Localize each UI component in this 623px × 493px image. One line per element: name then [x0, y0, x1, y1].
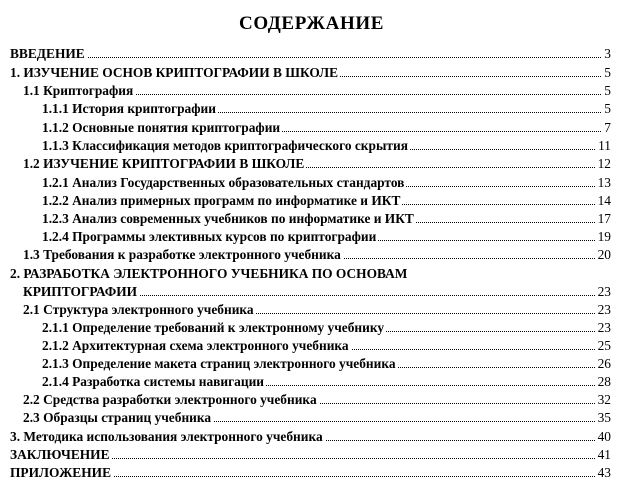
toc-entry-page: 12	[597, 156, 611, 171]
toc-entry-label: 1.1 Криптография	[23, 83, 134, 98]
toc-entry-page: 26	[597, 356, 611, 371]
toc-entry-chapter-1	[0, 64, 623, 82]
toc-entry-label: 3. Методика использования электронного учебника	[10, 429, 323, 444]
toc-entry-page: 13	[597, 175, 611, 190]
toc-entry-page: 23	[597, 320, 611, 335]
toc-entry-label: 1.1.2 Основные понятия криптографии	[42, 120, 281, 135]
toc-entry-2-1-3	[0, 355, 623, 373]
toc-entry-appendix	[0, 464, 623, 482]
toc-entry-label: 2.1 Структура электронного учебника	[23, 302, 254, 317]
toc-entry-1-1-1	[0, 100, 623, 118]
toc-entry-1-2-4	[0, 228, 623, 246]
toc-entry-label: 1.2.4 Программы элективных курсов по криптографии	[42, 229, 377, 244]
dot-leader	[10, 57, 609, 58]
toc-entry-2-3	[0, 409, 623, 427]
toc-entry-1-1-3	[0, 137, 623, 155]
toc-entry-label: 1.2.2 Анализ примерных программ по информатике и ИКТ	[42, 193, 401, 208]
toc-entry-label: 2.1.1 Определение требований к электронному учебнику	[42, 320, 385, 335]
toc-entry-page: 17	[597, 211, 611, 226]
toc-entry-page: 23	[597, 302, 611, 317]
toc-entry-label: КРИПТОГРАФИИ	[23, 284, 138, 299]
toc-entry-page: 20	[597, 247, 611, 262]
toc-entry-label: 1.2.3 Анализ современных учебников по информатике и ИКТ	[42, 211, 414, 226]
toc-entry-page: 5	[604, 101, 611, 116]
toc-entry-page: 35	[597, 410, 611, 425]
toc-entry-label: 2.2 Средства разработки электронного учебника	[23, 392, 317, 407]
toc-entry-1-2-3	[0, 210, 623, 228]
toc-entry-page: 5	[604, 83, 611, 98]
toc-entry-label: 1.1.3 Классификация методов криптографического скрытия	[42, 138, 408, 153]
toc-entry-page: 14	[597, 193, 611, 208]
toc-entry-1-2	[0, 155, 623, 173]
toc-entry-label: 1.1.1 История криптографии	[42, 101, 216, 116]
toc-entry-page: 5	[604, 65, 611, 80]
toc-entry-1-1	[0, 82, 623, 100]
toc-entry-label: 1.3 Требования к разработке электронного учебника	[23, 247, 341, 262]
toc-entry-page: 25	[597, 338, 611, 353]
toc-entry-page: 19	[597, 229, 611, 244]
toc-entry-label: ЗАКЛЮЧЕНИЕ	[10, 447, 110, 462]
toc-entry-1-2-1	[0, 174, 623, 192]
toc-entry-page: 40	[597, 429, 611, 444]
toc-entry-chapter-2	[0, 283, 623, 301]
toc-entry-page: 11	[598, 138, 611, 153]
toc-entry-label: ПРИЛОЖЕНИЕ	[10, 465, 112, 480]
toc-entry-1-2-2	[0, 192, 623, 210]
toc-entry-2-1-4	[0, 373, 623, 391]
toc-entry-label: 2.1.3 Определение макета страниц электронного учебника	[42, 356, 396, 371]
toc-entry-page: 43	[597, 465, 611, 480]
toc-entry-1-3	[0, 246, 623, 264]
toc-entry-page: 32	[597, 392, 611, 407]
toc-entry-page: 7	[604, 120, 611, 135]
toc-entry-chapter-2-line1	[0, 265, 623, 283]
toc-entry-page: 28	[597, 374, 611, 389]
toc-entry-label: 1.2.1 Анализ Государственных образовательных стандартов	[42, 175, 405, 190]
toc-entry-page: 23	[597, 284, 611, 299]
toc-entry-page: 3	[604, 46, 611, 61]
toc-entry-1-1-2	[0, 119, 623, 137]
toc-entry-label: 2.1.2 Архитектурная схема электронного учебника	[42, 338, 349, 353]
toc-entry-label: 2.3 Образцы страниц учебника	[23, 410, 212, 425]
toc-entry-label-line1: 2. РАЗРАБОТКА ЭЛЕКТРОННОГО УЧЕБНИКА ПО ОСНОВАМ	[10, 266, 408, 281]
toc-entry-page: 41	[597, 447, 611, 462]
page-title: СОДЕРЖАНИЕ	[239, 13, 384, 34]
toc-entry-2-1-1	[0, 319, 623, 337]
toc-entry-label: ВВЕДЕНИЕ	[10, 46, 85, 61]
toc-entry-label: 1. ИЗУЧЕНИЕ ОСНОВ КРИПТОГРАФИИ В ШКОЛЕ	[10, 65, 338, 80]
toc-entry-label: 2.1.4 Разработка системы навигации	[42, 374, 265, 389]
toc-entry-2-1-2	[0, 337, 623, 355]
toc-entry-chapter-3	[0, 428, 623, 446]
toc-entry-2-1	[0, 301, 623, 319]
toc-entry-conclusion	[0, 446, 623, 464]
toc-entry-label: 1.2 ИЗУЧЕНИЕ КРИПТОГРАФИИ В ШКОЛЕ	[23, 156, 305, 171]
toc-entry-intro	[0, 45, 623, 63]
toc-entry-2-2	[0, 391, 623, 409]
